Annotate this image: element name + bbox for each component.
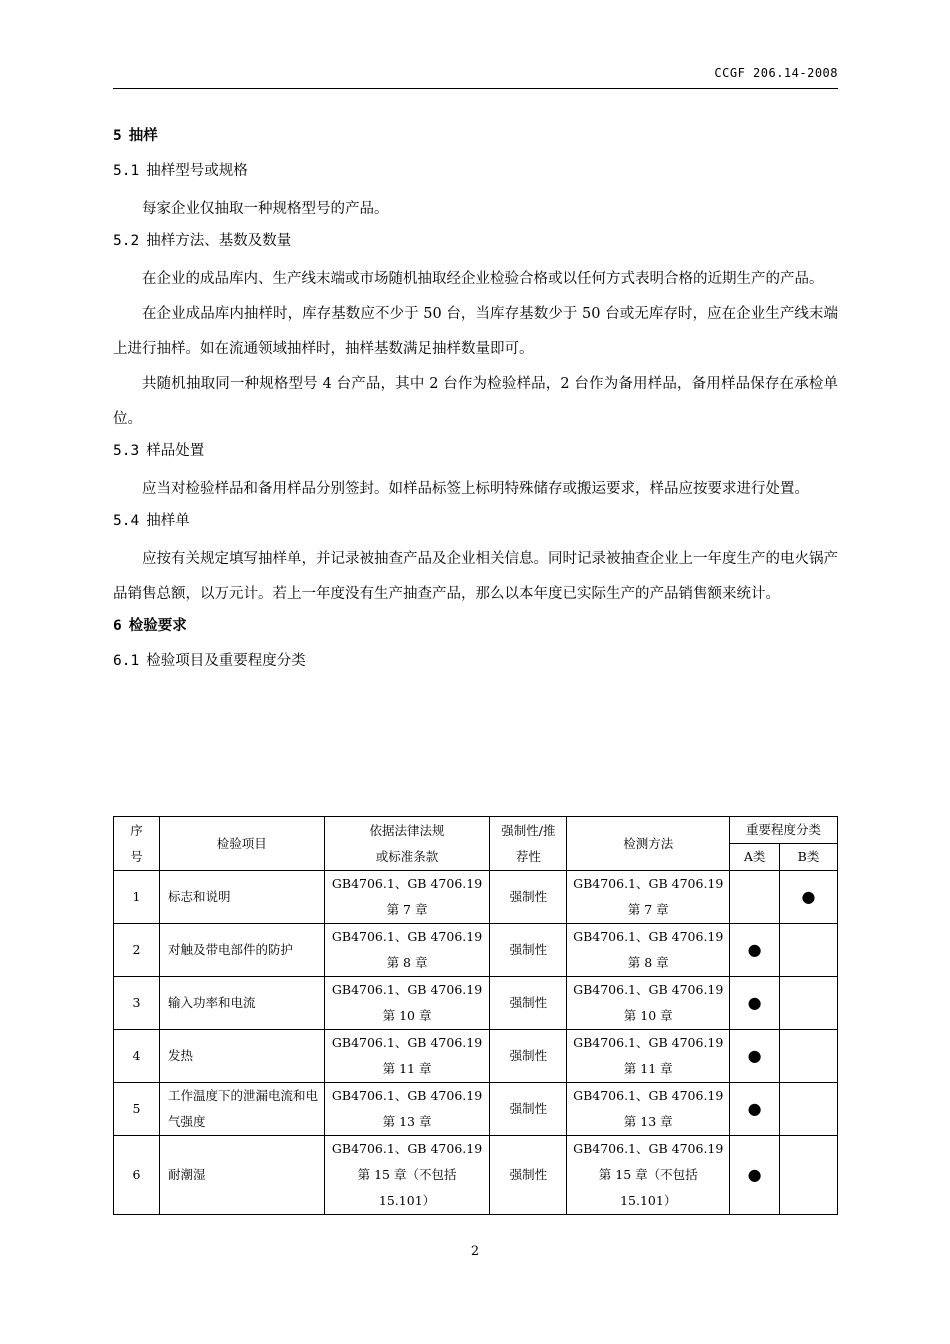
section-number: 5.1 — [113, 163, 140, 179]
item-name: 标志和说明 — [167, 889, 231, 904]
section-5-2-heading — [113, 227, 838, 262]
basis-line: 第 13 章 — [382, 1114, 432, 1129]
basis-line: GB4706.1、GB 4706.19 — [331, 1035, 483, 1050]
document-body — [113, 122, 838, 682]
section-number: 5.4 — [113, 513, 140, 529]
basis-line: GB4706.1、GB 4706.19 — [331, 876, 483, 891]
table-row — [114, 977, 838, 1030]
basis-line: 第 15 章（不包括 — [357, 1167, 457, 1182]
mandatory-value: 强制性 — [509, 1101, 548, 1116]
method-line: 第 7 章 — [627, 902, 669, 917]
method-line: 第 8 章 — [627, 955, 669, 970]
cell-basis — [324, 1136, 490, 1215]
section-title: 检验要求 — [128, 617, 187, 634]
method-line: 15.101） — [620, 1193, 677, 1208]
cell-method — [567, 1030, 730, 1083]
table-row — [114, 924, 838, 977]
cell-seq — [114, 924, 160, 977]
cell-class-b — [780, 1030, 838, 1083]
basis-line: 第 11 章 — [382, 1061, 432, 1076]
cell-mandatory — [490, 1083, 567, 1136]
section-title: 抽样单 — [146, 513, 190, 529]
class-a-marker: ● — [747, 940, 762, 959]
paragraph: 共随机抽取同一种规格型号 4 台产品，其中 2 台作为检验样品，2 台作为备用样品，备用样品保存在承检单位。 — [113, 376, 838, 427]
section-5-4-heading — [113, 507, 838, 542]
header-mandatory: 强制性/推 荐性 — [490, 817, 567, 871]
section-5-1-heading — [113, 157, 838, 192]
section-number: 6.1 — [113, 653, 140, 669]
header-item: 检验项目 — [159, 817, 324, 871]
item-name: 耐潮湿 — [167, 1167, 206, 1182]
table-body — [114, 871, 838, 1215]
cell-class-a — [730, 977, 780, 1030]
section-title: 抽样 — [128, 127, 158, 144]
mandatory-value: 强制性 — [509, 1048, 548, 1063]
cell-mandatory — [490, 871, 567, 924]
section-title: 样品处置 — [146, 443, 205, 459]
cell-method — [567, 1136, 730, 1215]
header-seq: 序 号 — [114, 817, 160, 871]
paragraph: 在企业的成品库内、生产线末端或市场随机抽取经企业检验合格或以任何方式表明合格的近期生产的产品。 — [142, 271, 824, 287]
table-row — [114, 1030, 838, 1083]
cell-mandatory — [490, 924, 567, 977]
document-code: CCGF 206.14-2008 — [714, 66, 838, 80]
basis-line: GB4706.1、GB 4706.19 — [331, 1141, 483, 1156]
method-line: GB4706.1、GB 4706.19 — [573, 1088, 724, 1103]
mandatory-value: 强制性 — [509, 995, 548, 1010]
item-name: 工作温度下的泄漏电流和电气强度 — [167, 1088, 318, 1129]
cell-method — [567, 1083, 730, 1136]
header-importance: 重要程度分类 — [730, 817, 838, 844]
section-number: 6 — [113, 618, 122, 634]
method-line: 第 11 章 — [623, 1061, 673, 1076]
basis-line: 第 7 章 — [386, 902, 428, 917]
section-number: 5.2 — [113, 233, 140, 249]
seq-value: 5 — [132, 1101, 141, 1116]
cell-seq — [114, 871, 160, 924]
class-a-marker: ● — [747, 993, 762, 1012]
item-name: 输入功率和电流 — [167, 995, 256, 1010]
class-a-marker: ● — [747, 1165, 762, 1184]
cell-item — [159, 871, 324, 924]
cell-class-a — [730, 1083, 780, 1136]
section-title: 检验项目及重要程度分类 — [146, 653, 306, 669]
header-class-b: B类 — [780, 844, 838, 871]
item-name: 对触及带电部件的防护 — [167, 942, 293, 957]
cell-seq — [114, 977, 160, 1030]
cell-item — [159, 1136, 324, 1215]
cell-class-b — [780, 1136, 838, 1215]
cell-item — [159, 1030, 324, 1083]
cell-basis — [324, 924, 490, 977]
class-a-marker: ● — [747, 1099, 762, 1118]
cell-mandatory — [490, 1136, 567, 1215]
section-number: 5.3 — [113, 443, 140, 459]
header-class-a: A类 — [730, 844, 780, 871]
page-number: 2 — [470, 1244, 480, 1259]
table-row — [114, 1136, 838, 1215]
header-rule — [113, 88, 838, 89]
cell-class-a — [730, 1030, 780, 1083]
cell-item — [159, 1083, 324, 1136]
method-line: GB4706.1、GB 4706.19 — [573, 876, 724, 891]
mandatory-value: 强制性 — [509, 1167, 548, 1182]
paragraph: 每家企业仅抽取一种规格型号的产品。 — [142, 201, 389, 217]
inspection-items-table — [113, 816, 838, 1215]
cell-mandatory — [490, 977, 567, 1030]
section-6-heading — [113, 612, 838, 647]
section-5-3-heading — [113, 437, 838, 472]
item-name: 发热 — [167, 1048, 193, 1063]
mandatory-value: 强制性 — [509, 942, 548, 957]
basis-line: 第 10 章 — [382, 1008, 432, 1023]
seq-value: 1 — [132, 889, 141, 904]
cell-seq — [114, 1030, 160, 1083]
section-title: 抽样方法、基数及数量 — [146, 233, 292, 249]
basis-line: GB4706.1、GB 4706.19 — [331, 1088, 483, 1103]
method-line: GB4706.1、GB 4706.19 — [573, 982, 724, 997]
method-line: GB4706.1、GB 4706.19 — [573, 1141, 724, 1156]
cell-class-b — [780, 977, 838, 1030]
paragraph: 应按有关规定填写抽样单，并记录被抽查产品及企业相关信息。同时记录被抽查企业上一年度生产的电火锅产品销售总额，以万元计。若上一年度没有生产抽查产品，那么以本年度已实际生产的产品销售额来统计。 — [113, 551, 838, 602]
method-line: 第 13 章 — [623, 1114, 673, 1129]
section-5-heading — [113, 122, 838, 157]
paragraph: 应当对检验样品和备用样品分别签封。如样品标签上标明特殊储存或搬运要求，样品应按要求进行处置。 — [142, 481, 809, 497]
cell-class-b — [780, 871, 838, 924]
seq-value: 2 — [132, 942, 141, 957]
cell-item — [159, 924, 324, 977]
cell-basis — [324, 1030, 490, 1083]
cell-class-b — [780, 924, 838, 977]
header-basis: 依据法律法规 或标准条款 — [324, 817, 490, 871]
seq-value: 6 — [132, 1167, 141, 1182]
section-number: 5 — [113, 128, 122, 144]
cell-method — [567, 924, 730, 977]
method-line: GB4706.1、GB 4706.19 — [573, 929, 724, 944]
method-line: 第 10 章 — [623, 1008, 673, 1023]
header-method: 检测方法 — [567, 817, 730, 871]
cell-class-a — [730, 1136, 780, 1215]
basis-line: GB4706.1、GB 4706.19 — [331, 929, 483, 944]
basis-line: 15.101） — [378, 1193, 436, 1208]
method-line: GB4706.1、GB 4706.19 — [573, 1035, 724, 1050]
class-a-marker: ● — [747, 1046, 762, 1065]
cell-basis — [324, 1083, 490, 1136]
cell-method — [567, 871, 730, 924]
cell-class-a — [730, 924, 780, 977]
table-row — [114, 1083, 838, 1136]
table-row — [114, 871, 838, 924]
cell-basis — [324, 977, 490, 1030]
basis-line: GB4706.1、GB 4706.19 — [331, 982, 483, 997]
cell-seq — [114, 1083, 160, 1136]
cell-class-a — [730, 871, 780, 924]
seq-value: 3 — [132, 995, 141, 1010]
mandatory-value: 强制性 — [509, 889, 548, 904]
basis-line: 第 8 章 — [386, 955, 428, 970]
section-6-1-heading — [113, 647, 838, 682]
cell-method — [567, 977, 730, 1030]
cell-seq — [114, 1136, 160, 1215]
section-title: 抽样型号或规格 — [146, 163, 248, 179]
method-line: 第 15 章（不包括 — [598, 1167, 698, 1182]
cell-mandatory — [490, 1030, 567, 1083]
paragraph: 在企业成品库内抽样时，库存基数应不少于 50 台，当库存基数少于 50 台或无库存时，应在企业生产线末端上进行抽样。如在流通领域抽样时，抽样基数满足抽样数量即可。 — [113, 306, 838, 357]
class-b-marker: ● — [801, 887, 816, 906]
cell-class-b — [780, 1083, 838, 1136]
cell-item — [159, 977, 324, 1030]
table-header-row — [114, 817, 838, 844]
cell-basis — [324, 871, 490, 924]
seq-value: 4 — [132, 1048, 141, 1063]
